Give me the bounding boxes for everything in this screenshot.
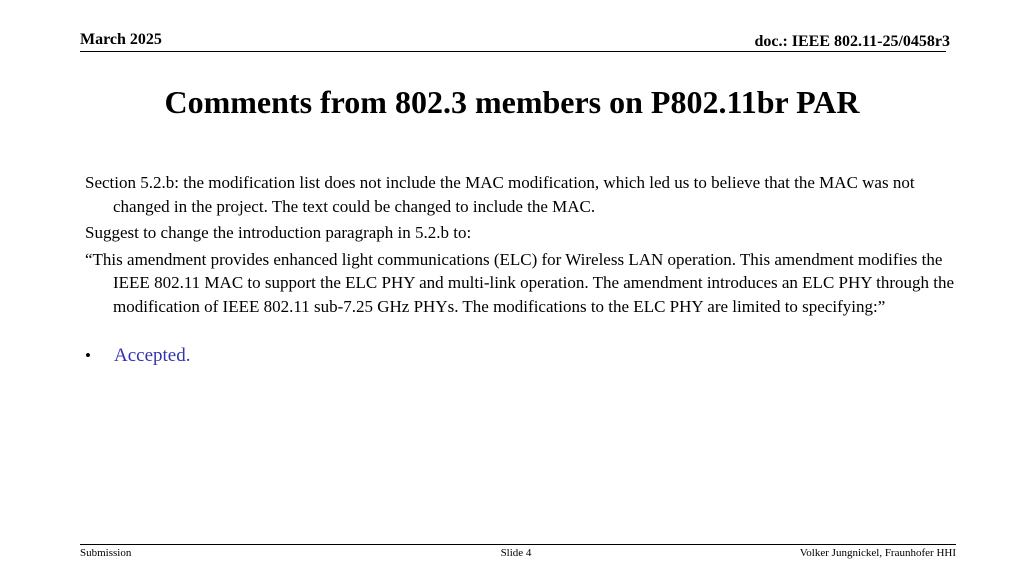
footer-submission: Submission <box>80 547 132 559</box>
slide-title: Comments from 802.3 members on P802.11br PAR <box>164 84 860 120</box>
suggestion-paragraph: Suggest to change the introduction paragraph in 5.2.b to: <box>85 223 472 242</box>
comment-paragraph: Section 5.2.b: the modification list does not include the MAC modification, which led us to believe that the MAC was not changed in the project. The text could be changed to include the MAC. <box>85 173 915 216</box>
footer-divider <box>80 544 956 545</box>
bullet-icon: • <box>85 346 91 365</box>
quoted-text-paragraph: “This amendment provides enhanced light communications (ELC) for Wireless LAN operation. This amendment modifies the IEEE 802.11 MAC to support the ELC PHY and multi-link operation. The amendment introduces an ELC PHY through the modification of IEEE 802.11 sub-7.25 GHz PHYs. The modifications to the ELC PHY are limited to specifying:” <box>85 249 955 316</box>
header-doc-id: doc.: IEEE 802.11-25/0458r3 <box>754 33 950 50</box>
header-date: March 2025 <box>80 31 162 48</box>
header-divider <box>80 51 946 52</box>
resolution-bullet <box>85 344 970 368</box>
resolution-text: Accepted. <box>114 345 191 366</box>
footer-slide-number: Slide 4 <box>500 547 532 559</box>
slide-body <box>85 171 970 368</box>
footer-author: Volker Jungnickel, Fraunhofer HHI <box>799 547 956 559</box>
